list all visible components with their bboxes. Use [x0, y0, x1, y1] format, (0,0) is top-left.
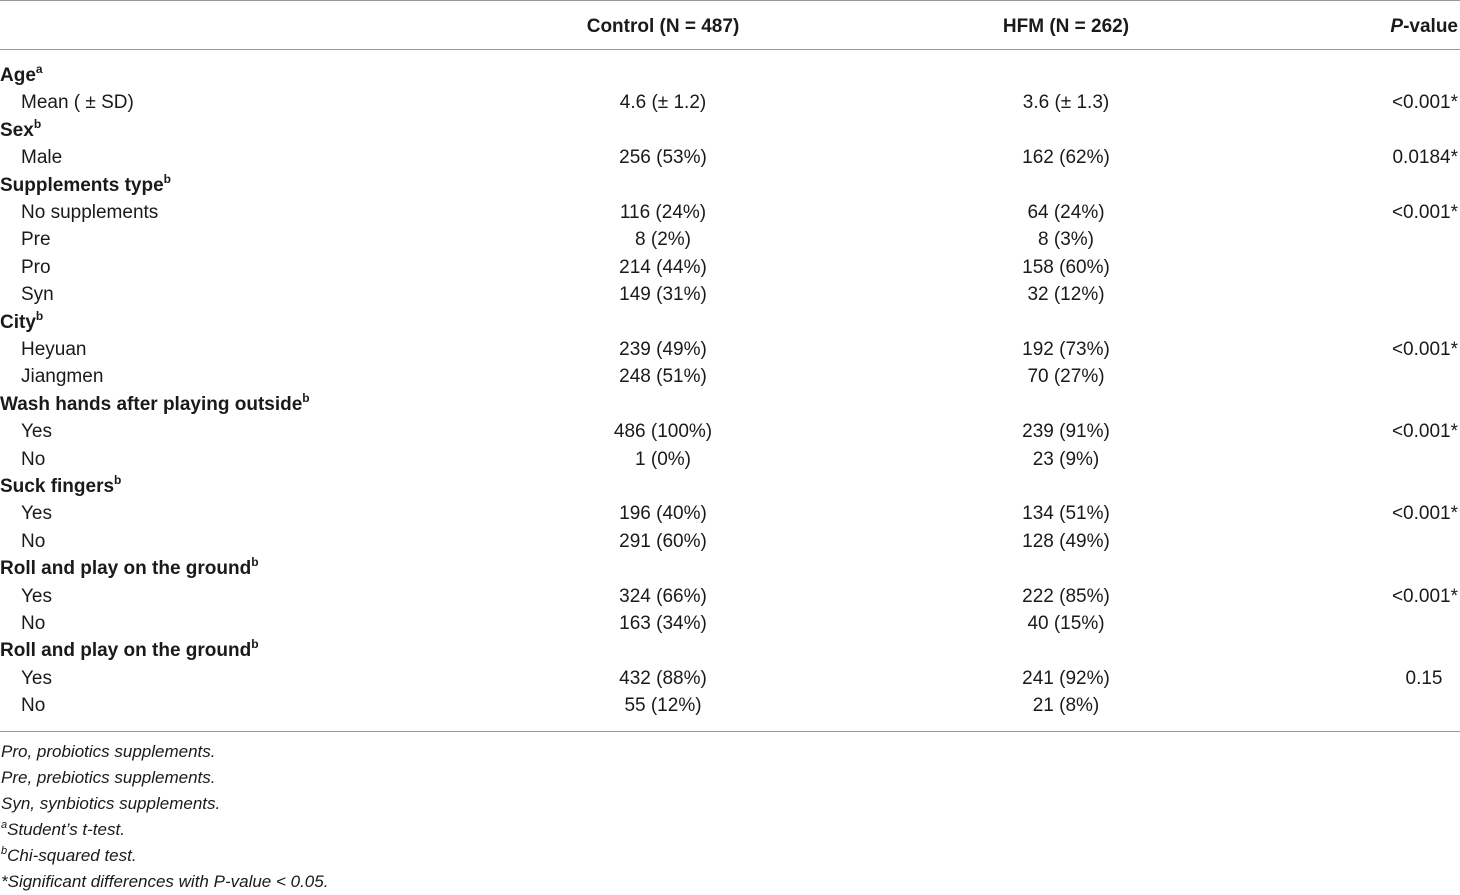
- table-section-row: [0, 637, 1460, 664]
- row-label: No: [21, 695, 46, 717]
- control-value: 486 (100%): [613, 421, 713, 443]
- table-row: [0, 336, 1460, 363]
- table-section-row: [0, 117, 1460, 144]
- footnote-text: Pro, probiotics supplements.: [1, 742, 216, 761]
- footnote-marker: a: [1, 819, 8, 831]
- hfm-value: 134 (51%): [1022, 503, 1110, 525]
- row-label: No supplements: [21, 202, 159, 223]
- table-section-row: [0, 172, 1460, 199]
- hfm-value: 3.6 (± 1.3): [1022, 92, 1110, 114]
- hfm-value: 32 (12%): [1027, 284, 1105, 306]
- hfm-value: 241 (92%): [1022, 667, 1110, 689]
- table-header-rule: [0, 49, 1460, 50]
- table-row: [0, 254, 1460, 281]
- p-value: <0.001*: [1391, 92, 1458, 114]
- section-label: Roll and play on the ground$^b$: [0, 555, 259, 580]
- table-row: [0, 89, 1460, 116]
- row-label: Pro: [21, 256, 51, 278]
- table-row: [0, 665, 1460, 692]
- hfm-value: 222 (85%): [1022, 585, 1110, 607]
- table-row: [0, 363, 1460, 390]
- section-label: City$^b$: [0, 308, 44, 333]
- section-label: Wash hands after playing outside$^b$: [0, 390, 310, 415]
- hfm-value: 162 (62%): [1022, 147, 1110, 169]
- footnote-marker: b: [302, 390, 310, 405]
- control-value: 256 (53%): [619, 147, 707, 169]
- row-label: No: [21, 448, 46, 470]
- row-label: Yes: [21, 667, 52, 689]
- hfm-value: 158 (60%): [1022, 256, 1110, 278]
- header-hfm: HFM (N = 262): [1002, 16, 1130, 37]
- footnote-line: [1, 869, 328, 895]
- table-row: [0, 583, 1460, 610]
- table-bottom-rule: [0, 731, 1460, 732]
- row-label: Jiangmen: [21, 366, 104, 388]
- table-row: [0, 199, 1460, 226]
- table-row: [0, 528, 1460, 555]
- hfm-value: 64 (24%): [1027, 202, 1105, 223]
- p-value: <0.001*: [1391, 503, 1458, 525]
- table-top-rule: [0, 0, 1460, 1]
- header-p-suffix: -value: [1403, 16, 1458, 37]
- hfm-value: 23 (9%): [1032, 448, 1100, 470]
- footnote-marker: b: [35, 308, 44, 323]
- table-row: [0, 692, 1460, 719]
- hfm-value: 128 (49%): [1022, 530, 1110, 552]
- footnote-text: Student’s t-test.: [7, 820, 125, 839]
- row-label: No: [21, 530, 46, 552]
- control-value: 214 (44%): [619, 256, 707, 278]
- hfm-value: 192 (73%): [1022, 339, 1110, 360]
- control-value: 1 (0%): [635, 448, 691, 470]
- table-row: [0, 610, 1460, 637]
- row-label: Mean ( ± SD): [21, 92, 134, 114]
- row-label: Yes: [21, 503, 52, 525]
- section-label: Suck fingers$^b$: [0, 473, 122, 497]
- footnote-text: Pre, prebiotics supplements.: [1, 768, 216, 787]
- control-value: 432 (88%): [619, 667, 707, 689]
- control-value: 196 (40%): [619, 503, 707, 525]
- control-value: 8 (2%): [635, 229, 691, 251]
- p-value: <0.001*: [1391, 202, 1458, 223]
- table-header-row: [0, 13, 1460, 40]
- table-row: [0, 226, 1460, 253]
- footnote-marker: b: [1, 845, 8, 857]
- footnote-marker: a: [35, 62, 43, 76]
- row-label: Syn: [21, 284, 54, 306]
- table-section-row: [0, 391, 1460, 418]
- row-label: Pre: [21, 229, 51, 251]
- hfm-value: 21 (8%): [1032, 695, 1100, 717]
- section-label: Supplements type$^b$: [0, 171, 171, 196]
- p-value: <0.001*: [1391, 585, 1458, 607]
- table-row: [0, 144, 1460, 171]
- section-label: Sex$^b$: [0, 116, 42, 141]
- p-value: <0.001*: [1391, 421, 1458, 443]
- footnote-line: [1, 791, 220, 817]
- header-p-value: [1390, 13, 1458, 40]
- footnote-marker: b: [163, 171, 171, 186]
- p-value: 0.0184*: [1392, 147, 1458, 169]
- control-value: 239 (49%): [619, 339, 707, 360]
- section-label: Roll and play on the ground$^b$: [0, 637, 259, 662]
- header-control: Control (N = 487): [586, 16, 740, 37]
- control-value: 55 (12%): [624, 695, 702, 717]
- row-label: Yes: [21, 421, 52, 443]
- p-value: <0.001*: [1391, 339, 1458, 360]
- control-value: 291 (60%): [619, 530, 707, 552]
- hfm-value: 8 (3%): [1038, 229, 1094, 251]
- footnote-line: [1, 843, 137, 869]
- table-row: [0, 281, 1460, 308]
- footnote-marker: b: [251, 555, 259, 570]
- table-section-row: [0, 62, 1460, 89]
- hfm-value: 70 (27%): [1027, 366, 1105, 388]
- footnote-text: Chi-squared test.: [7, 846, 137, 865]
- footnote-line: [1, 817, 125, 843]
- control-value: 324 (66%): [619, 585, 707, 607]
- row-label: Heyuan: [21, 339, 87, 360]
- control-value: 149 (31%): [619, 284, 707, 306]
- table-section-row: [0, 555, 1460, 582]
- table-section-row: [0, 473, 1460, 500]
- row-label: Male: [21, 147, 63, 169]
- footnote-marker: b: [251, 637, 259, 652]
- row-label: Yes: [21, 585, 52, 607]
- control-value: 116 (24%): [619, 202, 707, 223]
- section-label: Age$^a$: [0, 62, 43, 86]
- table-row: [0, 418, 1460, 445]
- table-row: [0, 500, 1460, 527]
- footnote-marker: b: [33, 116, 42, 131]
- table-row: [0, 446, 1460, 473]
- row-label: No: [21, 613, 46, 634]
- footnote-marker: b: [114, 473, 122, 487]
- table-section-row: [0, 309, 1460, 336]
- control-value: 4.6 (± 1.2): [619, 92, 707, 114]
- control-value: 163 (34%): [619, 613, 707, 634]
- footnote-line: [1, 765, 216, 791]
- footnote-text: Syn, synbiotics supplements.: [1, 794, 221, 813]
- footnote-line: [1, 739, 216, 765]
- p-value: 0.15: [1405, 667, 1443, 689]
- header-p-letter: P: [1390, 16, 1404, 37]
- hfm-value: 40 (15%): [1027, 613, 1105, 634]
- hfm-value: 239 (91%): [1022, 421, 1110, 443]
- control-value: 248 (51%): [619, 366, 707, 388]
- footnote-text: *Significant differences with P-value < 0.05.: [1, 872, 329, 891]
